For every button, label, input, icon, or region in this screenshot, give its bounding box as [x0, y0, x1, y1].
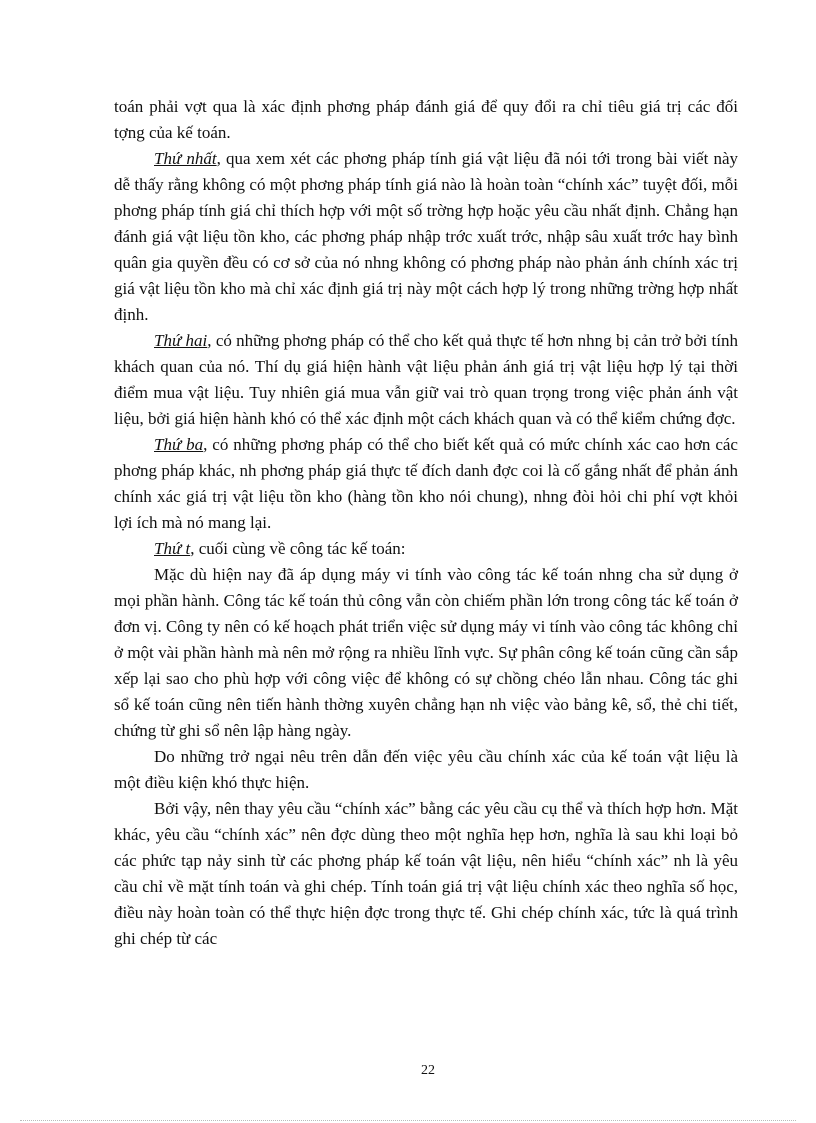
paragraph-lead-first: Thứ nhất [154, 149, 217, 168]
paragraph-second [114, 328, 738, 432]
paragraph-text: , qua xem xét các phơng pháp tính giá vật liệu đã nói tới trong bài viết này dễ thấy rằng không có một phơng pháp tính giá nào là hoàn toàn “chính xác” tuyệt đối, mỗi phơng pháp tính giá chỉ thích hợp với một số trờng hợp hoặc yêu cầu nhất định. Chẳng hạn đánh giá vật liệu tồn kho, các phơng pháp nhập trớc xuất trớc, nhập sâu xuất trớc hay bình quân gia quyền đều có cơ sở của nó nhng không có phơng pháp nào phản ánh chính xác trị giá vật liệu tồn kho mà chỉ xác định giá trị này một cách hợp lý trong những trờng hợp nhất định. [114, 149, 739, 324]
paragraph-text: Do những trở ngại nêu trên dẫn đến việc yêu cầu chính xác của kế toán vật liệu là một điều kiện khó thực hiện. [114, 747, 738, 792]
paragraph-accuracy [114, 796, 738, 952]
paragraph-lead-third: Thứ ba [154, 435, 204, 454]
paragraph-text: toán phải vợt qua là xác định phơng pháp đánh giá để quy đổi ra chỉ tiêu giá trị các đối tợng của kế toán. [114, 97, 738, 142]
paragraph-first [114, 146, 738, 328]
footer-divider [20, 1120, 796, 1121]
body-text [114, 94, 738, 952]
paragraph-text: , có những phơng pháp có thể cho biết kết quả có mức chính xác cao hơn các phơng pháp khác, nh phơng pháp giá thực tế đích danh đợc coi là cố gắng nhất để phản ánh chính xác giá trị vật liệu tồn kho (hàng tồn kho nói chung), nhng đòi hỏi chi phí vợt khỏi lợi ích mà nó mang lại. [114, 435, 738, 532]
paragraph-text: , có những phơng pháp có thể cho kết quả thực tế hơn nhng bị cản trở bởi tính khách quan của nó. Thí dụ giá hiện hành vật liệu phản ánh giá trị vật liệu hợp lý tại thời điểm mua vật liệu. Tuy nhiên giá mua vẫn giữ vai trò quan trọng trong việc phản ánh vật liệu, bởi giá hiện hành khó có thể xác định một cách khách quan và có thể kiểm chứng đợc. [114, 331, 739, 428]
paragraph-fourth [114, 536, 738, 562]
paragraph-obstacles [114, 744, 738, 796]
paragraph-text: , cuối cùng về công tác kế toán: [190, 539, 406, 558]
paragraph-text: Bởi vậy, nên thay yêu cầu “chính xác” bằng các yêu cầu cụ thể và thích hợp hơn. Mặt khác, yêu cầu “chính xác” nên đợc dùng theo một nghĩa hẹp hơn, nghĩa là sau khi loại bỏ các phức tạp nảy sinh từ các phơng pháp kế toán vật liệu, nên hiểu “chính xác” nh là yêu cầu chỉ về mặt tính toán và ghi chép. Tính toán giá trị vật liệu chính xác theo nghĩa số học, điều này hoàn toàn có thể thực hiện đợc trong thực tế. Ghi chép chính xác, tức là quá trình ghi chép từ các [114, 799, 738, 948]
paragraph-computer-use [114, 562, 738, 744]
page-number: 22 [421, 1063, 435, 1078]
paragraph-lead-second: Thứ hai [154, 331, 208, 350]
paragraph-lead-fourth: Thứ t [154, 539, 191, 558]
paragraph-third [114, 432, 738, 536]
paragraph-intro [114, 94, 738, 146]
paragraph-text: Mặc dù hiện nay đã áp dụng máy vi tính vào công tác kế toán nhng cha sử dụng ở mọi phần hành. Công tác kế toán thủ công vẫn còn chiếm phần lớn trong công tác kế toán ở đơn vị. Công ty nên có kế hoạch phát triển việc sử dụng máy vi tính vào công tác không chỉ ở một vài phần hành mà nên mở rộng ra nhiều lĩnh vực. Sự phân công kế toán cũng cần sắp xếp lại sao cho phù hợp với công việc để không có sự chồng chéo lẫn nhau. Công tác ghi sổ kế toán cũng nên tiến hành thờng xuyên chẳng hạn nh việc vào bảng kê, sổ, thẻ chi tiết, chứng từ ghi sổ nên lập hàng ngày. [114, 565, 738, 740]
